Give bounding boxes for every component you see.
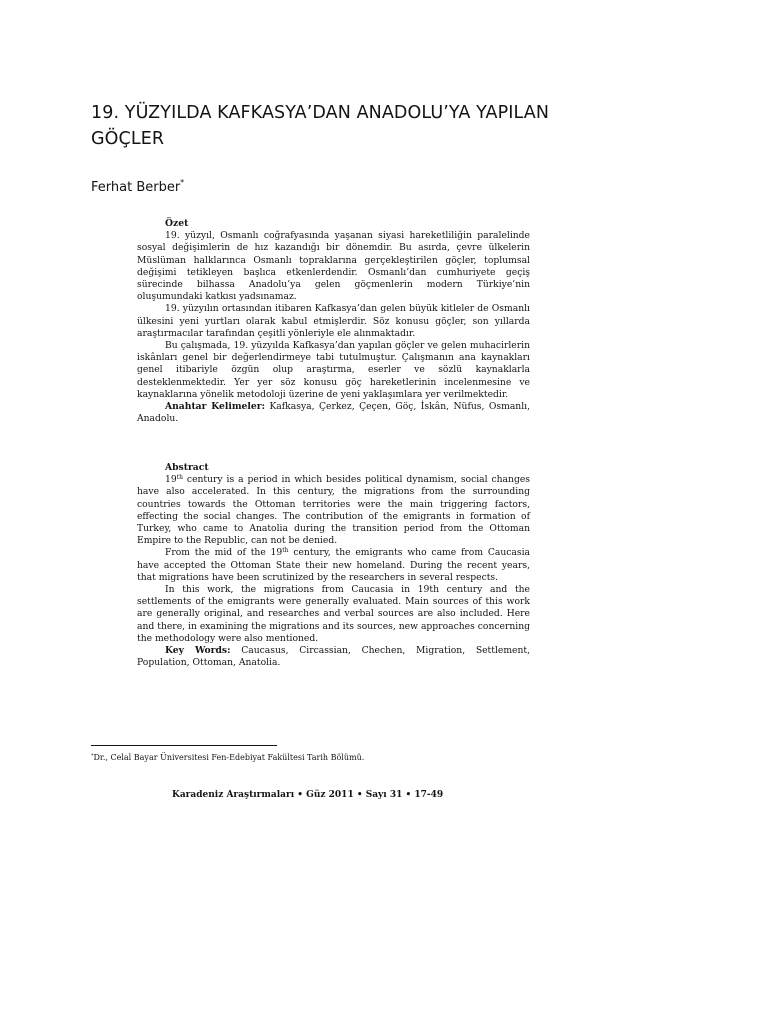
ozet-heading: Özet [165, 218, 189, 229]
abstract-heading: Abstract [165, 462, 209, 473]
ozet-keywords-label: Anahtar Kelimeler: [165, 401, 265, 413]
footnote [91, 753, 364, 762]
author-footnote-mark[interactable]: * [180, 178, 185, 187]
abstract-p1-num: 19 [165, 474, 177, 486]
ozet-keywords [137, 401, 530, 425]
abstract-keywords-label: Key Words: [165, 645, 231, 657]
journal-citation: Karadeniz Araştırmaları • Güz 2011 • Sayı 31 • 17-49 [172, 790, 444, 800]
ozet-paragraph-1: 19. yüzyıl, Osmanlı coğrafyasında yaşanan siyasi hareketliliğin paralelinde sosyal değişimlerin de hız kazandığı bir dönemdir. Bu asırda, çevre ülkelerin Müslüman halklarınca Osmanlı topraklarına gerçekleştirilen göçler, toplumsal değişimi tetikleyen başlıca etkenlerdendir. Osmanlı’dan cumhuriyete geçiş sürecinde bilhassa Anadolu’ya gelen göçmenlerin modern Türkiye’nin oluşumundaki katkısı yadsınamaz. [137, 230, 530, 303]
abstract-keywords [137, 645, 530, 669]
abstract-paragraph-3: In this work, the migrations from Caucasia in 19th century and the settlements of the emigrants were generally evaluated. Main sources of this work are generally original, and researches and verbal sources are also included. Here and there, in examining the migrations and its sources, new approaches concerning the methodology were also mentioned. [137, 584, 530, 644]
footnote-divider [91, 745, 277, 746]
abstract-p2-pre: From the mid of the 19 [165, 547, 283, 559]
abstract-paragraph-1 [137, 474, 530, 547]
author-line [91, 178, 184, 195]
abstract-p2-rest: century, the emigrants who came from Caucasia have accepted the Ottoman State their new homeland. During the recent years, that migrations have been scrutinized by the researchers in several respects. [137, 547, 531, 583]
abstract-keywords-text: Caucasus, Circassian, Chechen, Migration, Settlement, Population, Ottoman, Anatolia. [137, 645, 530, 669]
footnote-mark: * [91, 753, 94, 759]
ozet-section [137, 218, 530, 425]
ozet-paragraph-2: 19. yüzyılın ortasından itibaren Kafkasya’dan gelen büyük kitleler de Osmanlı ülkesini yeni yurtları olarak kabul etmişlerdir. Söz konusu göçler, son yıllarda araştırmacılar tarafından çeşitli yönleriyle ele alınmaktadır. [137, 303, 530, 339]
abstract-section [137, 462, 530, 669]
paper-title: 19. YÜZYILDA KAFKASYA’DAN ANADOLU’YA YAPILAN GÖÇLER [91, 103, 550, 149]
abstract-p2-sup: th [282, 547, 289, 555]
abstract-paragraph-2 [137, 547, 530, 584]
author-name: Ferhat Berber [91, 180, 181, 195]
ozet-paragraph-3: Bu çalışmada, 19. yüzyılda Kafkasya’dan yapılan göçler ve gelen muhacirlerin iskânları genel bir değerlendirmeye tabi tutulmuştur. Çalışmanın ana kaynakları genel itibariyle özgün olup araştırma, eserler ve sözlü kaynaklarla desteklenmektedir. Yer yer söz konusu göç hareketlerinin incelenmesine ve kaynaklarına yönelik metodoloji üzerine de yeni yaklaşımlara yer verilmektedir. [137, 340, 530, 400]
ozet-keywords-text: Kafkasya, Çerkez, Çeçen, Göç, İskân, Nüfus, Osmanlı, Anadolu. [137, 401, 531, 425]
abstract-p1-rest: century is a period in which besides political dynamism, social changes have also accelerated. In this century, the migrations from the surrounding countries towards the Ottoman territories were the main triggering factors, effecting the social changes. The contribution of the emigrants in formation of Turkey, who came to Anatolia during the transition period from the Ottoman Empire to the Republic, can not be denied. [137, 474, 530, 547]
footnote-text: Dr., Celal Bayar Üniversitesi Fen-Edebiyat Fakültesi Tarih Bölümü. [93, 753, 365, 762]
abstract-p1-sup: th [176, 474, 183, 482]
